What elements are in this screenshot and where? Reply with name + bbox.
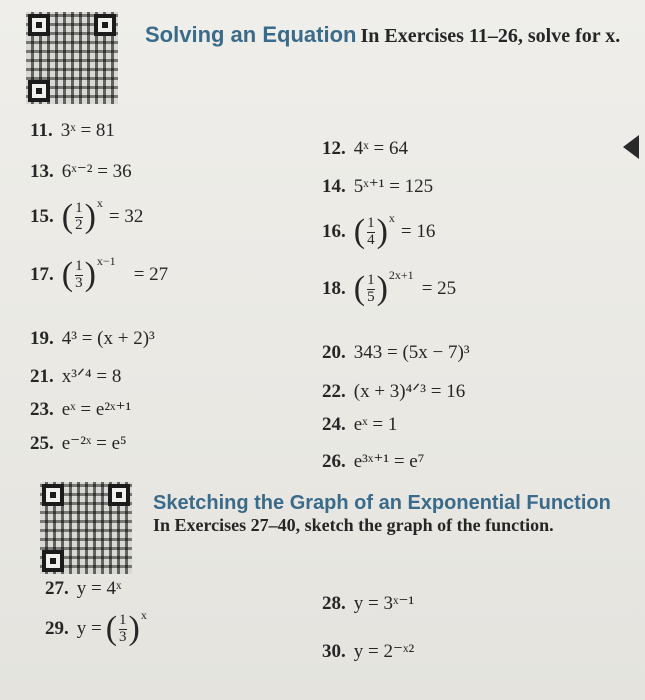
exercise-12: 12. 4ˣ = 64 xyxy=(322,138,408,159)
section-heading-solving xyxy=(145,22,625,48)
exercise-11: 11. 3ˣ = 81 xyxy=(30,120,115,141)
exercise-17: 17. ( $\frac{1}{3}$ ) x−1 = 27 xyxy=(30,253,169,293)
exercise-24: 24. eˣ = 1 xyxy=(322,414,398,435)
exercise-29: 29. y = ( $\frac{1}{3}$ ) x xyxy=(45,607,147,647)
qr-code-icon xyxy=(40,482,132,574)
exercise-18: 18. ( $\frac{1}{5}$ ) 2x+1 = 25 xyxy=(322,267,457,307)
exercise-28: 28. y = 3ˣ⁻¹ xyxy=(322,592,415,614)
section-heading-sketching xyxy=(153,492,623,536)
exercise-25: 25. e⁻²ˣ = e⁵ xyxy=(30,432,127,454)
exercise-22: 22. (x + 3)⁴ᐟ³ = 16 xyxy=(322,380,466,402)
exercise-14: 14. 5ˣ⁺¹ = 125 xyxy=(322,175,434,197)
exercise-23: 23. eˣ = e²ˣ⁺¹ xyxy=(30,398,132,420)
exercise-26: 26. e³ˣ⁺¹ = e⁷ xyxy=(322,450,425,472)
section-instructions: In Exercises 11–26, solve for x. xyxy=(360,25,621,47)
exercise-21: 21. x³ᐟ⁴ = 8 xyxy=(30,365,122,387)
section-title: Sketching the Graph of an Exponential Function xyxy=(153,492,611,514)
exercise-15: 15. ( $\frac{1}{2}$ ) x = 32 xyxy=(30,195,144,235)
exercise-27: 27. y = 4ˣ xyxy=(45,578,122,599)
section-title: Solving an Equation xyxy=(145,22,357,47)
section-instructions: In Exercises 27–40, sketch the graph of the function. xyxy=(153,515,554,535)
exercise-16: 16. ( $\frac{1}{4}$ ) x = 16 xyxy=(322,210,436,250)
pointer-icon xyxy=(623,135,639,159)
exercise-13: 13. 6ˣ⁻² = 36 xyxy=(30,160,132,182)
exercise-20: 20. 343 = (5x − 7)³ xyxy=(322,342,470,363)
exercise-19: 19. 4³ = (x + 2)³ xyxy=(30,328,155,349)
qr-code-icon xyxy=(26,12,118,104)
exercise-30: 30. y = 2⁻ˣ² xyxy=(322,640,415,662)
